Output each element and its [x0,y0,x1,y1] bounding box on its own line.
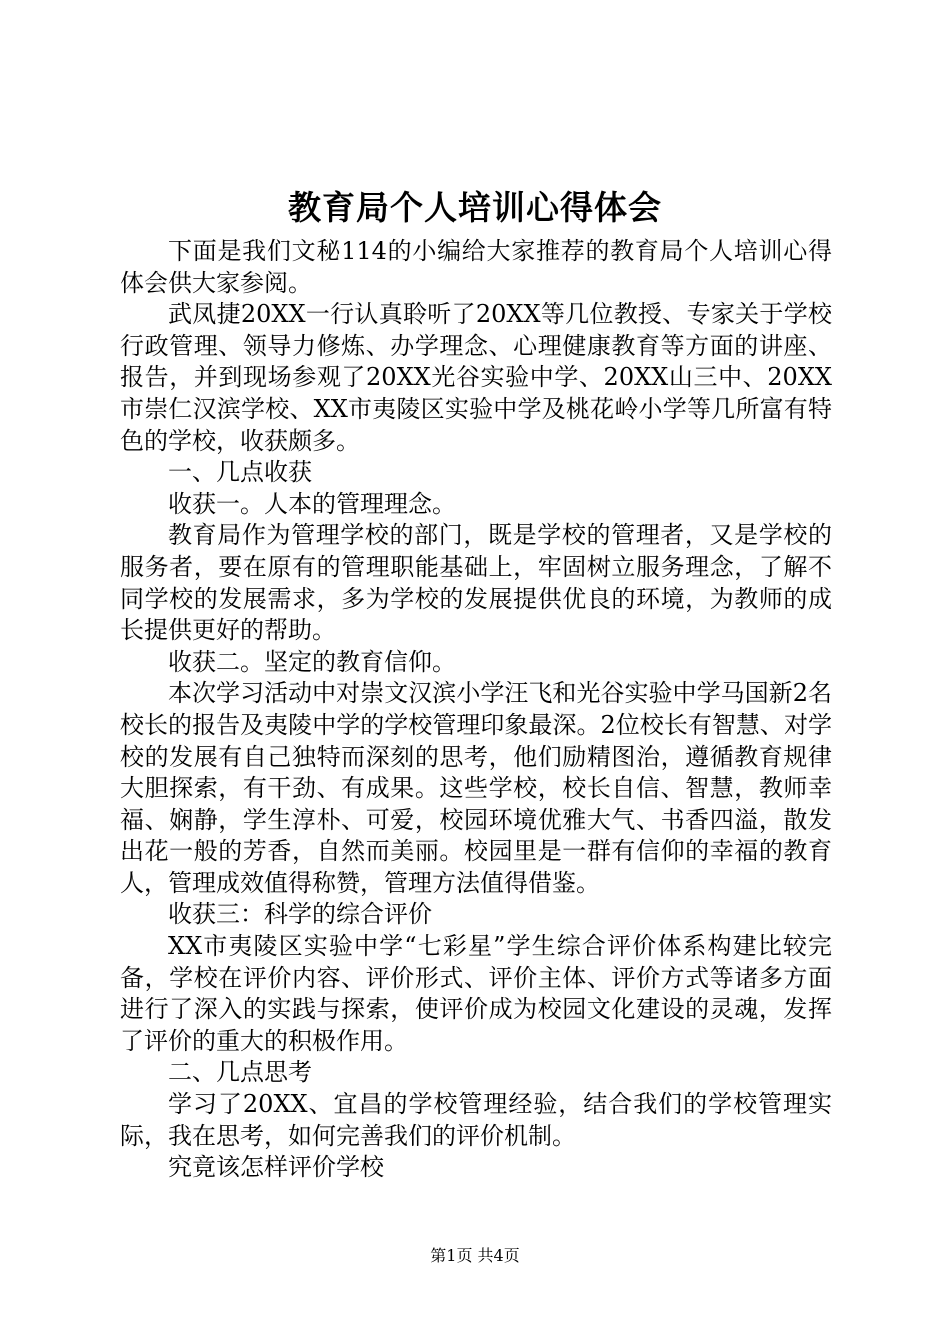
subsection-heading: 收获二。坚定的教育信仰。 [168,647,456,676]
subsection-heading: 收获一。人本的管理理念。 [168,489,456,518]
paragraph: 教育局作为管理学校的部门，既是学校的管理者，又是学校的服务者，要在原有的管理职能基础上，牢固树立服务理念，了解不同学校的发展需求，多为学校的发展提供优良的环境，为教师的成长提供更好的帮助。 [120,521,832,645]
paragraph: XX市夷陵区实验中学“七彩星”学生综合评价体系构建比较完备，学校在评价内容、评价形式、评价主体、评价方式等诸多方面进行了深入的实践与探索，使评价成为校园文化建设的灵魂，发挥了评价的重大的积极作用。 [120,932,832,1055]
paragraph: 本次学习活动中对崇文汉滨小学汪飞和光谷实验中学马国新2名校长的报告及夷陵中学的学校管理印象最深。2位校长有智慧、对学校的发展有自己独特而深刻的思考，他们励精图治，遵循教育规律大胆探索，有干劲、有成果。这些学校，校长自信、智慧，教师幸福、娴静，学生淳朴、可爱，校园环境优雅大气、书香四溢，散发出花一般的芳香，自然而美丽。校园里是一群有信仰的幸福的教育人，管理成效值得称赞，管理方法值得借鉴。 [120,679,832,897]
document-title: 教育局个人培训心得体会 [288,188,662,227]
section-heading: 一、几点收获 [168,458,312,487]
section-heading: 二、几点思考 [168,1058,312,1087]
subsection-heading: 收获三：科学的综合评价 [168,900,432,929]
paragraph: 究竟该怎样评价学校 [168,1153,384,1182]
paragraph: 武凤捷20XX一行认真聆听了20XX等几位教授、专家关于学校行政管理、领导力修炼、办学理念、心理健康教育等方面的讲座、报告，并到现场参观了20XX光谷实验中学、20XX山三中、20XX市崇仁汉滨学校、XX市夷陵区实验中学及桃花岭小学等几所富有特色的学校，收获颇多。 [120,300,832,455]
paragraph: 下面是我们文秘114的小编给大家推荐的教育局个人培训心得体会供大家参阅。 [120,237,832,297]
page-footer: 第1页 共4页 [430,1246,520,1265]
document-body [120,236,832,1184]
paragraph: 学习了20XX、宜昌的学校管理经验，结合我们的学校管理实际，我在思考，如何完善我们的评价机制。 [120,1090,832,1150]
